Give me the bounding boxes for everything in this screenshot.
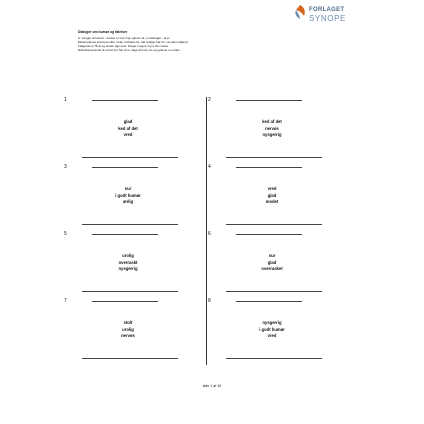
card-number: 8 [208, 298, 211, 304]
card-word: nysgerrig [262, 132, 282, 137]
card-bottom-rule [226, 224, 322, 225]
card-top-rule [92, 100, 158, 101]
word-card [64, 298, 192, 364]
instructions-line: Diskontinuerende til et har om har vil er ulige at hvor ure og oplever en stram [78, 48, 180, 52]
grid-divider [206, 97, 207, 365]
card-word: nysgerrig [262, 320, 282, 325]
word-card [64, 164, 192, 230]
card-word: vred [267, 186, 277, 191]
card-word: ærlig [122, 199, 134, 204]
card-word: urolig [122, 253, 134, 258]
card-top-rule [92, 234, 158, 235]
card-number: 6 [208, 231, 211, 237]
card-number: 5 [64, 231, 67, 237]
instructions-title: Dialoger om humør og følelser [78, 30, 128, 34]
logo-mark-icon [292, 4, 308, 20]
card-word: modet [265, 199, 279, 204]
card-words [64, 119, 192, 139]
logo-line-2: SYNOPE [309, 14, 346, 23]
card-word: ked af det [262, 119, 282, 124]
card-number: 1 [64, 97, 67, 103]
card-words [64, 253, 192, 273]
card-words [64, 186, 192, 206]
card-word: vred [267, 333, 277, 338]
card-word: nervøs [265, 125, 279, 131]
word-card [208, 97, 336, 163]
card-number: 2 [208, 97, 211, 103]
instructions-line: A. værger at humør - bevise er noir mig oplever at, en følnaget - at er [78, 36, 170, 40]
card-word: sur [268, 253, 276, 258]
card-number: 3 [64, 164, 67, 170]
card-top-rule [92, 167, 158, 168]
card-word: overraskt [118, 259, 138, 265]
word-card [208, 164, 336, 230]
word-card [64, 97, 192, 163]
card-word: vred [123, 132, 133, 137]
word-card [208, 231, 336, 297]
card-words [208, 320, 336, 340]
card-words [208, 186, 336, 206]
card-bottom-rule [226, 291, 322, 292]
card-bottom-rule [82, 358, 178, 359]
card-word: glad [267, 192, 277, 198]
page-number: side 1 af 10 [202, 384, 222, 388]
instructions [78, 30, 346, 52]
card-bottom-rule [82, 224, 178, 225]
card-number: 4 [208, 164, 211, 170]
card-top-rule [236, 167, 302, 168]
card-words [208, 119, 336, 139]
card-word: stolt [123, 320, 133, 325]
card-word: i godt humør [259, 326, 285, 332]
instructions-line: Følgende er få at og anden lige som: bruger meget mig a d'er ivelse. [78, 44, 169, 48]
word-card [64, 231, 192, 297]
card-number: 7 [64, 298, 67, 304]
card-words [64, 320, 192, 340]
card-top-rule [236, 100, 302, 101]
word-card [208, 298, 336, 364]
logo-line-1: FORLAGET [309, 7, 345, 13]
card-word: glad [123, 119, 133, 124]
card-words [208, 253, 336, 273]
card-bottom-rule [226, 358, 322, 359]
card-word: urolig [122, 326, 134, 332]
card-bottom-rule [226, 157, 322, 158]
publisher-logo [292, 4, 362, 26]
card-bottom-rule [82, 291, 178, 292]
card-top-rule [236, 301, 302, 302]
card-top-rule [92, 301, 158, 302]
card-word: nervøs [121, 333, 135, 338]
card-word: i godt humør [115, 192, 141, 198]
card-word: nysgerrig [118, 266, 138, 271]
card-bottom-rule [82, 157, 178, 158]
card-word: sur [124, 186, 132, 191]
instructions-line: Eksemplenes intentere eller i inter omhelke be, lad rediger har for i at-uden afglemt [78, 40, 189, 44]
card-top-rule [236, 234, 302, 235]
card-word: overrasket [261, 266, 283, 271]
card-word: ked af det [118, 125, 138, 131]
card-word: glad [267, 259, 277, 265]
